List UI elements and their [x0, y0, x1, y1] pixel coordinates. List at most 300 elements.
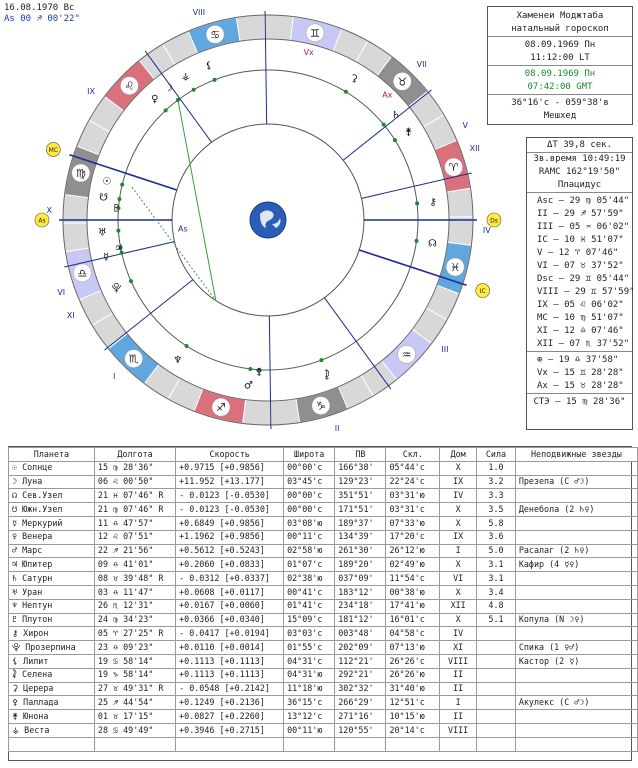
planet-7-icon[interactable]: ♃	[114, 243, 124, 255]
planet-14-icon[interactable]: ⚸	[205, 60, 213, 72]
declination-cell: 00°38'ю	[386, 585, 440, 599]
latitude-cell: 03°45'с	[284, 475, 335, 489]
house-cell: X	[440, 503, 477, 517]
planet-18-icon[interactable]: ⚵	[404, 127, 413, 139]
longitude-cell: 06 ♌ 00'50"	[94, 475, 175, 489]
speed-cell: +0.9715 [+0.9856]	[176, 461, 284, 475]
longitude-cell: 05 ♈ 27'25" R	[94, 627, 175, 641]
speed-cell: +0.1113 [+0.1113]	[176, 668, 284, 682]
planet-name-cell: ♄ Сатурн	[9, 572, 95, 586]
declination-cell: 26°26'ю	[386, 668, 440, 682]
right-ascension-cell: 171°51'	[335, 503, 386, 517]
planet-name-cell: ⚶ Веста	[9, 723, 95, 737]
table-row[interactable]	[9, 641, 638, 655]
declination-cell: 07°33'ю	[386, 516, 440, 530]
angle-label-ds: Ds	[490, 217, 498, 225]
table-row[interactable]	[9, 516, 638, 530]
table-row[interactable]	[9, 599, 638, 613]
house-cell: VIII	[440, 654, 477, 668]
house-number-VII: VII	[416, 60, 427, 70]
planet-name-cell: ♇ Плутон	[9, 613, 95, 627]
power-cell: 3.6	[477, 530, 516, 544]
planet-name-cell: ⚳ Церера	[9, 682, 95, 696]
table-row[interactable]	[9, 489, 638, 503]
latitude-cell: 13°12'с	[284, 710, 335, 724]
planet-1-icon[interactable]: ☽	[163, 82, 173, 94]
table-row[interactable]	[9, 613, 638, 627]
fixed-stars-cell	[515, 516, 637, 530]
gmt-date: 08.09.1969 Пн	[524, 69, 596, 79]
col-header-7: Сила	[477, 448, 516, 462]
power-cell	[477, 641, 516, 655]
declination-cell: 04°58'с	[386, 627, 440, 641]
planet-13-icon[interactable]: ⯓	[111, 283, 122, 295]
col-header-3: Широта	[284, 448, 335, 462]
local-date: 08.09.1969 Пн	[524, 40, 596, 50]
speed-cell: +0.2060 [+0.0833]	[176, 558, 284, 572]
longitude-cell: 21 ♍ 07'46" R	[94, 503, 175, 517]
declination-cell: 03°31'с	[386, 503, 440, 517]
planet-8-icon[interactable]: ♄	[391, 109, 401, 121]
planet-name-cell: ☋ Южн.Узел	[9, 503, 95, 517]
latitude-cell: 00°00'с	[284, 461, 335, 475]
house-cell: IX	[440, 530, 477, 544]
latitude-cell: 00°41'с	[284, 585, 335, 599]
right-ascension-cell: 351°51'	[335, 489, 386, 503]
extra-point-1: Vx – 15 ♊ 28'28"	[537, 368, 624, 378]
house-cusp-9: MC – 10 ♍ 51'07"	[537, 313, 624, 323]
house-cusp-2: III – 05 ♒ 06'02"	[537, 222, 630, 232]
right-ascension-cell: 166°38'	[335, 461, 386, 475]
col-header-4: ПВ	[335, 448, 386, 462]
longitude-cell: 22 ♐ 21'56"	[94, 544, 175, 558]
natal-wheel[interactable]	[38, 2, 498, 442]
house-number-II: II	[334, 423, 340, 433]
fixed-stars-cell: Кафир (4 ☿♀)	[515, 558, 637, 572]
right-ascension-cell: 129°23'	[335, 475, 386, 489]
house-number-VI: VI	[57, 288, 66, 298]
house-number-IV: IV	[482, 225, 491, 235]
house-cusp-5: VI – 07 ♉ 37'52"	[537, 261, 624, 271]
table-row[interactable]	[9, 585, 638, 599]
empty-cell	[515, 737, 637, 751]
sign-6-icon: ♎	[77, 266, 88, 280]
house-cusp-0: Asc – 29 ♍ 05'44"	[537, 196, 630, 206]
table-row[interactable]	[9, 530, 638, 544]
latitude-cell: 01°41'с	[284, 599, 335, 613]
sign-5-icon: ♍	[75, 166, 86, 180]
planet-4-icon[interactable]: ☿	[102, 251, 110, 263]
speed-cell: +0.6849 [+0.9856]	[176, 516, 284, 530]
planet-16-icon[interactable]: ⚳	[350, 73, 358, 85]
empty-cell	[477, 737, 516, 751]
planet-name-cell: ♅ Уран	[9, 585, 95, 599]
empty-cell	[284, 737, 335, 751]
speed-cell: - 0.0548 [+0.2142]	[176, 682, 284, 696]
right-ascension-cell: 134°39'	[335, 530, 386, 544]
speed-cell: +0.1113 [+0.1113]	[176, 654, 284, 668]
planet-position-dot	[248, 367, 252, 371]
col-header-8: Неподвижные звезды	[515, 448, 637, 462]
table-row[interactable]	[9, 544, 638, 558]
sign-7-icon: ♏	[128, 352, 139, 366]
planet-position-dot	[117, 197, 121, 201]
fixed-stars-cell	[515, 599, 637, 613]
house-cell: IV	[440, 489, 477, 503]
planet-position-dot	[116, 229, 120, 233]
right-ascension-cell: 261°30'	[335, 544, 386, 558]
empty-cell	[386, 737, 440, 751]
power-cell: 5.1	[477, 613, 516, 627]
planet-6-icon[interactable]: ♂	[244, 380, 253, 392]
declination-cell: 31°40'ю	[386, 682, 440, 696]
time-house-box	[526, 137, 633, 430]
table-row[interactable]	[9, 475, 638, 489]
house-cell: II	[440, 710, 477, 724]
longitude-cell: 24 ♍ 34'23"	[94, 613, 175, 627]
right-ascension-cell: 234°18'	[335, 599, 386, 613]
point-label-vx: Vx	[303, 47, 314, 57]
right-ascension-cell: 189°37'	[335, 516, 386, 530]
table-row[interactable]	[9, 710, 638, 724]
planet-11-icon[interactable]: ♇	[111, 203, 121, 215]
longitude-cell: 19 ♑ 58'14"	[94, 668, 175, 682]
local-time: 11:12:00 LT	[530, 53, 590, 63]
table-row-empty	[9, 737, 638, 751]
right-ascension-cell: 037°09'	[335, 572, 386, 586]
house-cusp-8: IX – 05 ♌ 06'02"	[537, 300, 624, 310]
gmt-time: 07:42:00 GMT	[527, 82, 593, 92]
planet-position-dot	[393, 138, 397, 142]
power-cell	[477, 654, 516, 668]
latitude-cell: 01°55'с	[284, 641, 335, 655]
table-row[interactable]	[9, 682, 638, 696]
planet-position-dot	[120, 183, 124, 187]
declination-cell: 17°41'ю	[386, 599, 440, 613]
longitude-cell: 12 ♌ 07'51"	[94, 530, 175, 544]
planet-15-icon[interactable]: ⯝	[324, 370, 331, 382]
current-asc: As 00 ♐ 00'22"	[4, 14, 80, 24]
house-cell: XI	[440, 641, 477, 655]
col-header-2: Скорость	[176, 448, 284, 462]
longitude-cell: 27 ♉ 49'31" R	[94, 682, 175, 696]
planet-0-icon[interactable]: ☉	[102, 176, 112, 188]
planet-name-cell: ⯝ Селена	[9, 668, 95, 682]
place: Мешхед	[543, 111, 577, 121]
sign-4-icon: ♌	[124, 79, 135, 93]
power-cell	[477, 668, 516, 682]
planet-name-cell: ⚸ Лилит	[9, 654, 95, 668]
right-ascension-cell: 112°21'	[335, 654, 386, 668]
longitude-cell: 11 ♎ 47'57"	[94, 516, 175, 530]
declination-cell: 26°26'с	[386, 654, 440, 668]
house-number-XI: XI	[66, 311, 75, 321]
fixed-stars-cell: Спика (1 ♀♂)	[515, 641, 637, 655]
planet-3-icon[interactable]: ☋	[99, 192, 109, 204]
right-ascension-cell: 292°21'	[335, 668, 386, 682]
right-ascension-cell: 003°48'	[335, 627, 386, 641]
planet-name-cell: ☽ Луна	[9, 475, 95, 489]
table-row[interactable]	[9, 723, 638, 737]
house-cusp-4: V – 12 ♈ 07'46"	[537, 248, 619, 258]
planet-position-dot	[415, 201, 419, 205]
longitude-cell: 03 ♎ 11'47"	[94, 585, 175, 599]
right-ascension-cell: 202°09'	[335, 641, 386, 655]
speed-cell: +11.952 [+13.177]	[176, 475, 284, 489]
latitude-cell: 00°00'с	[284, 489, 335, 503]
angle-label-mc: MC	[48, 146, 58, 154]
angle-label-as: As	[38, 217, 46, 225]
planet-position-dot	[319, 358, 323, 362]
empty-cell	[94, 737, 175, 751]
planet-12-icon[interactable]: ⚷	[429, 197, 437, 209]
fixed-stars-cell	[515, 627, 637, 641]
fixed-stars-cell	[515, 723, 637, 737]
house-number-X: X	[46, 206, 52, 216]
planet-position-dot	[213, 78, 217, 82]
power-cell: 3.3	[477, 489, 516, 503]
longitude-cell: 19 ♋ 58'14"	[94, 654, 175, 668]
delta-t: ΔT 39,8 сек.	[546, 140, 613, 150]
right-ascension-cell: 181°12'	[335, 613, 386, 627]
power-cell: 3.5	[477, 503, 516, 517]
declination-cell: 17°20'с	[386, 530, 440, 544]
planet-name-cell: ♀ Венера	[9, 530, 95, 544]
latitude-cell: 00°11'ю	[284, 723, 335, 737]
point-label-as: As	[178, 224, 188, 234]
speed-cell: - 0.0312 [+0.0337]	[176, 572, 284, 586]
planet-name-cell: ♆ Нептун	[9, 599, 95, 613]
house-cusp-7: VIII – 29 ♊ 57'59"	[537, 287, 635, 297]
extra-point-2: Ax – 15 ♉ 28'28"	[537, 381, 624, 391]
fixed-stars-cell: Кастор (2 ☿)	[515, 654, 637, 668]
extra-points-list	[527, 352, 632, 393]
planet-name-cell: ☿ Меркурий	[9, 516, 95, 530]
house-cusp-1: II – 29 ♐ 57'59"	[537, 209, 624, 219]
latitude-cell: 00°00'с	[284, 503, 335, 517]
planet-2-icon[interactable]: ☊	[427, 238, 437, 250]
planet-position-dot	[176, 98, 180, 102]
longitude-cell: 25 ♐ 44'54"	[94, 696, 175, 710]
declination-cell: 03°31'ю	[386, 489, 440, 503]
power-cell: 5.8	[477, 516, 516, 530]
speed-cell: +1.1962 [+0.9856]	[176, 530, 284, 544]
table-row[interactable]	[9, 696, 638, 710]
house-cusp-6: Dsc – 29 ♊ 05'44"	[537, 274, 630, 284]
latitude-cell: 04°31'ю	[284, 668, 335, 682]
planet-name-cell: ♃ Юпитер	[9, 558, 95, 572]
latitude-cell: 15°09'с	[284, 613, 335, 627]
house-cusp-line	[343, 90, 431, 160]
longitude-cell: 08 ♉ 39'48" R	[94, 572, 175, 586]
house-cell: IV	[440, 627, 477, 641]
table-row[interactable]	[9, 461, 638, 475]
power-cell: 3.2	[477, 475, 516, 489]
declination-cell: 05°44'с	[386, 461, 440, 475]
power-cell	[477, 723, 516, 737]
person-name: Хаменеи Моджтаба	[516, 11, 604, 21]
declination-cell: 02°49'ю	[386, 558, 440, 572]
speed-cell: +0.3946 [+0.2715]	[176, 723, 284, 737]
planet-name-cell: ⯓ Прозерпина	[9, 641, 95, 655]
planet-name-cell: ☊ Сев.Узел	[9, 489, 95, 503]
house-cell: VIII	[440, 723, 477, 737]
right-ascension-cell: 302°32'	[335, 682, 386, 696]
table-row[interactable]	[9, 654, 638, 668]
right-ascension-cell: 266°29'	[335, 696, 386, 710]
longitude-cell: 01 ♉ 17'15"	[94, 710, 175, 724]
sign-2-icon: ♊	[310, 26, 320, 40]
fixed-stars-cell	[515, 585, 637, 599]
fixed-stars-cell	[515, 461, 637, 475]
sign-9-icon: ♑	[315, 399, 326, 413]
longitude-cell: 26 ♏ 12'31"	[94, 599, 175, 613]
speed-cell: +0.0167 [+0.0060]	[176, 599, 284, 613]
power-cell: 4.8	[477, 599, 516, 613]
chart-type: натальный гороскоп	[511, 24, 609, 34]
current-date: 16.08.1970 Вс	[4, 3, 75, 13]
latitude-cell: 36°15'с	[284, 696, 335, 710]
power-cell: 1.0	[477, 461, 516, 475]
sign-10-icon: ♒	[401, 348, 412, 362]
longitude-cell: 15 ♍ 28'36"	[94, 461, 175, 475]
col-header-1: Долгота	[94, 448, 175, 462]
point-label-ax: Ax	[382, 90, 393, 100]
sign-11-icon: ♓	[450, 261, 461, 275]
table-row[interactable]	[9, 668, 638, 682]
fixed-stars-cell	[515, 682, 637, 696]
declination-cell: 22°24'с	[386, 475, 440, 489]
speed-cell: - 0.0123 [-0.0530]	[176, 489, 284, 503]
sign-3-icon: ♋	[210, 28, 221, 42]
latitude-cell: 11°18'ю	[284, 682, 335, 696]
house-cell: XII	[440, 599, 477, 613]
power-cell: 3.4	[477, 585, 516, 599]
house-cusp-10: XI – 12 ♎ 07'46"	[537, 326, 624, 336]
power-cell	[477, 682, 516, 696]
empty-cell	[440, 737, 477, 751]
fixed-stars-cell: Расалаг (2 ♄♀)	[515, 544, 637, 558]
empty-cell	[335, 737, 386, 751]
speed-cell: +0.0366 [+0.0340]	[176, 613, 284, 627]
house-cell: X	[440, 613, 477, 627]
col-header-0: Планета	[9, 448, 95, 462]
longitude-cell: 28 ♋ 49'49"	[94, 723, 175, 737]
speed-cell: - 0.0123 [-0.0530]	[176, 503, 284, 517]
sign-1-icon: ♉	[397, 75, 408, 89]
planet-5-icon[interactable]: ♀	[151, 94, 159, 106]
declination-cell: 26°12'ю	[386, 544, 440, 558]
sign-8-icon: ♐	[216, 401, 226, 415]
planet-10-icon[interactable]: ♆	[173, 354, 183, 366]
house-cell: X	[440, 461, 477, 475]
house-cell: X	[440, 516, 477, 530]
latitude-cell: 00°11'с	[284, 530, 335, 544]
latitude-cell: 04°31'с	[284, 654, 335, 668]
table-row[interactable]	[9, 558, 638, 572]
col-header-5: Скл.	[386, 448, 440, 462]
house-number-VIII: VIII	[192, 8, 206, 18]
power-cell: 5.0	[477, 544, 516, 558]
declination-cell: 16°01'с	[386, 613, 440, 627]
house-number-XII: XII	[469, 143, 480, 153]
longitude-cell: 21 ♓ 07'46" R	[94, 489, 175, 503]
table-row[interactable]	[9, 572, 638, 586]
house-number-V: V	[462, 120, 468, 130]
house-cell: I	[440, 696, 477, 710]
table-header-row	[9, 448, 638, 462]
planet-9-icon[interactable]: ♅	[97, 227, 107, 239]
fixed-stars-cell	[515, 710, 637, 724]
angle-label-ic: IC	[479, 288, 486, 296]
planet-17-icon[interactable]: ⚴	[255, 367, 263, 379]
planet-name-cell: ⚴ Паллада	[9, 696, 95, 710]
planet-position-dot	[164, 108, 168, 112]
power-cell	[477, 710, 516, 724]
house-cusps-list	[527, 193, 635, 351]
fixed-stars-cell: Денебола (2 ♄♀)	[515, 503, 637, 517]
sidereal-time: Зв.время 10:49:19	[533, 154, 626, 164]
declination-cell: 12°51'с	[386, 696, 440, 710]
power-cell: 3.1	[477, 558, 516, 572]
chart-info-box	[487, 6, 633, 125]
house-number-III: III	[441, 345, 449, 355]
house-number-I: I	[113, 371, 116, 381]
house-cusp-3: IC – 10 ♓ 51'07"	[537, 235, 624, 245]
planet-name-cell: ⚷ Хирон	[9, 627, 95, 641]
power-cell: 3.1	[477, 572, 516, 586]
extra-point-0: ⊕ – 19 ♎ 37'58"	[537, 355, 619, 365]
house-cell: X	[440, 585, 477, 599]
table-row[interactable]	[9, 627, 638, 641]
planet-name-cell: ♂ Марс	[9, 544, 95, 558]
declination-cell: 20°14'с	[386, 723, 440, 737]
declination-cell: 10°15'ю	[386, 710, 440, 724]
planet-position-dot	[185, 344, 189, 348]
longitude-cell: 23 ♎ 09'23"	[94, 641, 175, 655]
sign-0-icon: ♈	[448, 161, 459, 175]
fixed-stars-cell: Копула (N ☽♀)	[515, 613, 637, 627]
planet-position-dot	[129, 279, 133, 283]
right-ascension-cell: 271°16'	[335, 710, 386, 724]
right-ascension-cell: 183°12'	[335, 585, 386, 599]
fixed-stars-cell: Акулекс (С ♂☽)	[515, 696, 637, 710]
speed-cell: +0.0827 [+0.2260]	[176, 710, 284, 724]
planets-table	[8, 447, 638, 752]
latitude-cell: 03°03'с	[284, 627, 335, 641]
planet-position-dot	[382, 122, 386, 126]
house-number-IX: IX	[87, 86, 95, 96]
speed-cell: +0.0608 [+0.0117]	[176, 585, 284, 599]
latitude-cell: 01°07'с	[284, 558, 335, 572]
fixed-stars-cell	[515, 530, 637, 544]
table-row[interactable]	[9, 503, 638, 517]
cte-point: СТЭ – 15 ♍ 28'36"	[533, 397, 626, 407]
speed-cell: - 0.0417 [+0.0194]	[176, 627, 284, 641]
declination-cell: 11°54'с	[386, 572, 440, 586]
planet-position-dot	[344, 90, 348, 94]
aspect-line-dashed	[132, 187, 216, 301]
house-cell: VI	[440, 572, 477, 586]
house-cusp-line	[324, 298, 390, 389]
fixed-stars-cell	[515, 489, 637, 503]
aspect-line	[178, 100, 216, 301]
planet-19-icon[interactable]: ⚶	[181, 71, 190, 83]
house-cell: I	[440, 544, 477, 558]
house-cell: II	[440, 682, 477, 696]
house-cell: IX	[440, 475, 477, 489]
fixed-stars-cell	[515, 668, 637, 682]
